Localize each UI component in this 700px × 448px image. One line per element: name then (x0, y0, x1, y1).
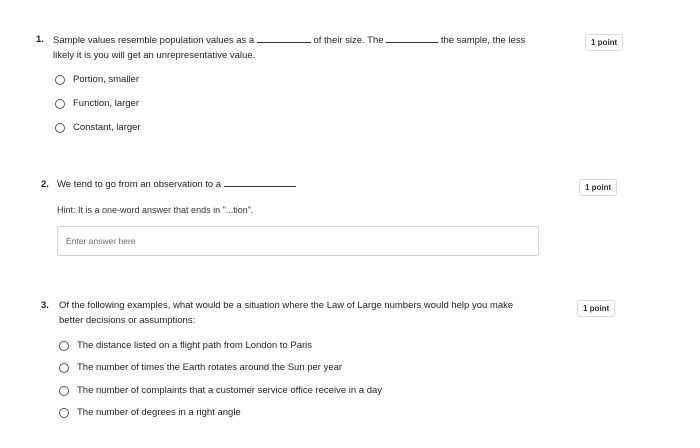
question-3-option-4[interactable] (59, 407, 241, 418)
question-3-option-2[interactable] (59, 362, 342, 373)
question-1-option-1[interactable] (55, 74, 139, 85)
question-3-text (59, 298, 559, 328)
question-1-blank-1 (257, 33, 311, 43)
question-1-text-part3: the sample, the less (440, 35, 526, 46)
radio-button-icon[interactable] (59, 408, 69, 418)
option-label: Constant, larger (73, 122, 141, 133)
question-2-blank (224, 177, 296, 187)
question-2-answer-input[interactable] (57, 226, 539, 256)
question-2-text (57, 177, 296, 192)
question-3-number: 3. (41, 300, 49, 311)
question-3-option-1[interactable] (59, 340, 312, 351)
question-1-points-badge: 1 point (585, 34, 623, 51)
question-3-option-3[interactable] (59, 385, 382, 396)
question-1-blank-2 (386, 33, 438, 43)
option-label: The number of degrees in a right angle (77, 407, 241, 418)
question-1-text-line2: likely it is you will get an unrepresentative value. (53, 50, 256, 61)
option-label: The number of times the Earth rotates around the Sun per year (77, 362, 343, 373)
question-1-text-part1: Sample values resemble population values as a (53, 35, 255, 46)
radio-button-icon[interactable] (55, 99, 65, 109)
radio-button-icon[interactable] (59, 363, 69, 373)
option-label: Function, larger (73, 98, 140, 109)
option-label: Portion, smaller (73, 74, 139, 85)
question-2-points-badge: 1 point (579, 179, 617, 196)
radio-button-icon[interactable] (59, 341, 69, 351)
question-1-number: 1. (36, 34, 44, 45)
question-3-text-line1: Of the following examples, what would be a situation where the Law of Large numbers would help you make (59, 300, 514, 311)
question-3-points-badge: 1 point (577, 300, 615, 317)
question-1-option-3[interactable] (55, 122, 141, 133)
question-2-number: 2. (41, 179, 49, 190)
question-1-text-part2: of their size. The (313, 35, 384, 46)
option-label: The distance listed on a flight path from London to Paris (77, 340, 312, 351)
option-label: The number of complaints that a customer service office receive in a day (77, 385, 383, 396)
question-1-option-2[interactable] (55, 98, 139, 109)
question-2-text-part1: We tend to go from an observation to a (57, 179, 222, 190)
radio-button-icon[interactable] (59, 386, 69, 396)
question-1-text (53, 33, 543, 63)
radio-button-icon[interactable] (55, 75, 65, 85)
question-3-text-line2: better decisions or assumptions: (59, 315, 196, 326)
question-2-hint: Hint: It is a one-word answer that ends in "...tion". (57, 205, 254, 215)
radio-button-icon[interactable] (55, 123, 65, 133)
